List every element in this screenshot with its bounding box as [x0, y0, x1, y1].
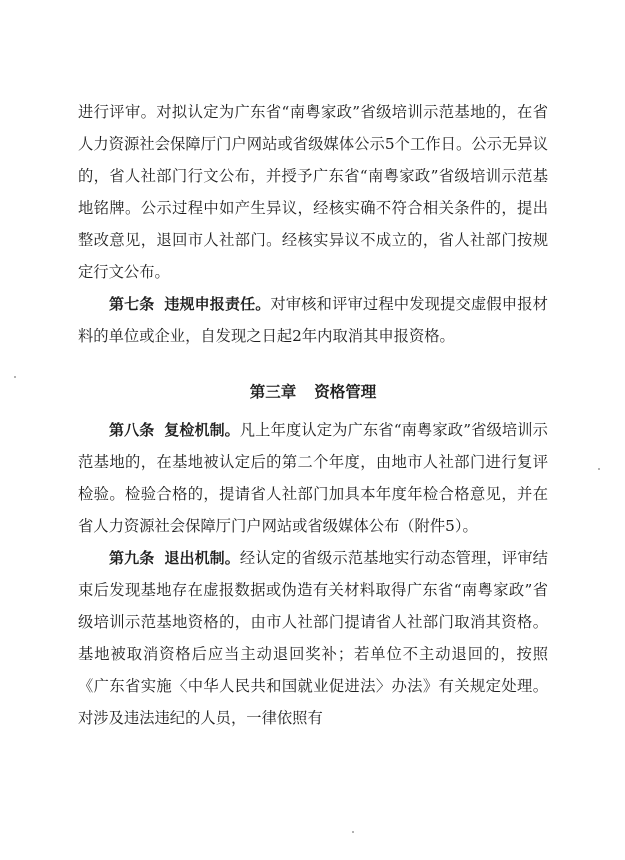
- document-page: [78, 96, 548, 734]
- article-7: [78, 288, 548, 352]
- article-8-title: 复检机制。: [164, 421, 240, 439]
- scan-speck: [598, 468, 600, 470]
- scan-speck: [352, 831, 354, 833]
- article-7-number: 第七条: [109, 295, 155, 313]
- article-8-number: 第八条: [109, 421, 155, 439]
- scan-speck: [14, 376, 16, 378]
- article-7-text: 对审核和评审过程中发现提交虚假申报材料的单位或企业，自发现之日起2年内取消其申报资格。: [78, 295, 548, 345]
- article-8: [78, 414, 548, 542]
- article-9: [78, 542, 548, 734]
- chapter-number: 第三章: [249, 383, 297, 401]
- article-9-text: 经认定的省级示范基地实行动态管理，评审结束后发现基地存在虚报数据或伪造有关材料取得广东省“南粤家政”省级培训示范基地资格的，由市人社部门提请省人社部门取消其资格。基地被取消资格后应当主动退回奖补；若单位不主动退回的，按照《广东省实施〈中华人民共和国就业促进法〉办法》有关规定处理。对涉及违法违纪的人员，一律依照有: [78, 549, 548, 727]
- chapter-heading: [78, 374, 548, 410]
- paragraph-continued: 进行评审。对拟认定为广东省“南粤家政”省级培训示范基地的，在省人力资源社会保障厅门户网站或省级媒体公示5个工作日。公示无异议的，省人社部门行文公布，并授予广东省“南粤家政”省级培训示范基地铭牌。公示过程中如产生异议，经核实确不符合相关条件的，提出整改意见，退回市人社部门。经核实异议不成立的，省人社部门按规定行文公布。: [78, 103, 548, 281]
- article-7-title: 违规申报责任。: [164, 295, 271, 313]
- article-9-number: 第九条: [109, 549, 155, 567]
- article-9-title: 退出机制。: [164, 549, 240, 567]
- article-8-text: 凡上年度认定为广东省“南粤家政”省级培训示范基地的，在基地被认定后的第二个年度，由地市人社部门进行复评检验。检验合格的，提请省人社部门加具本年度年检合格意见，并在省人力资源社会保障厅门户网站或省级媒体公布（附件5）。: [78, 421, 548, 535]
- chapter-title: 资格管理: [314, 383, 377, 401]
